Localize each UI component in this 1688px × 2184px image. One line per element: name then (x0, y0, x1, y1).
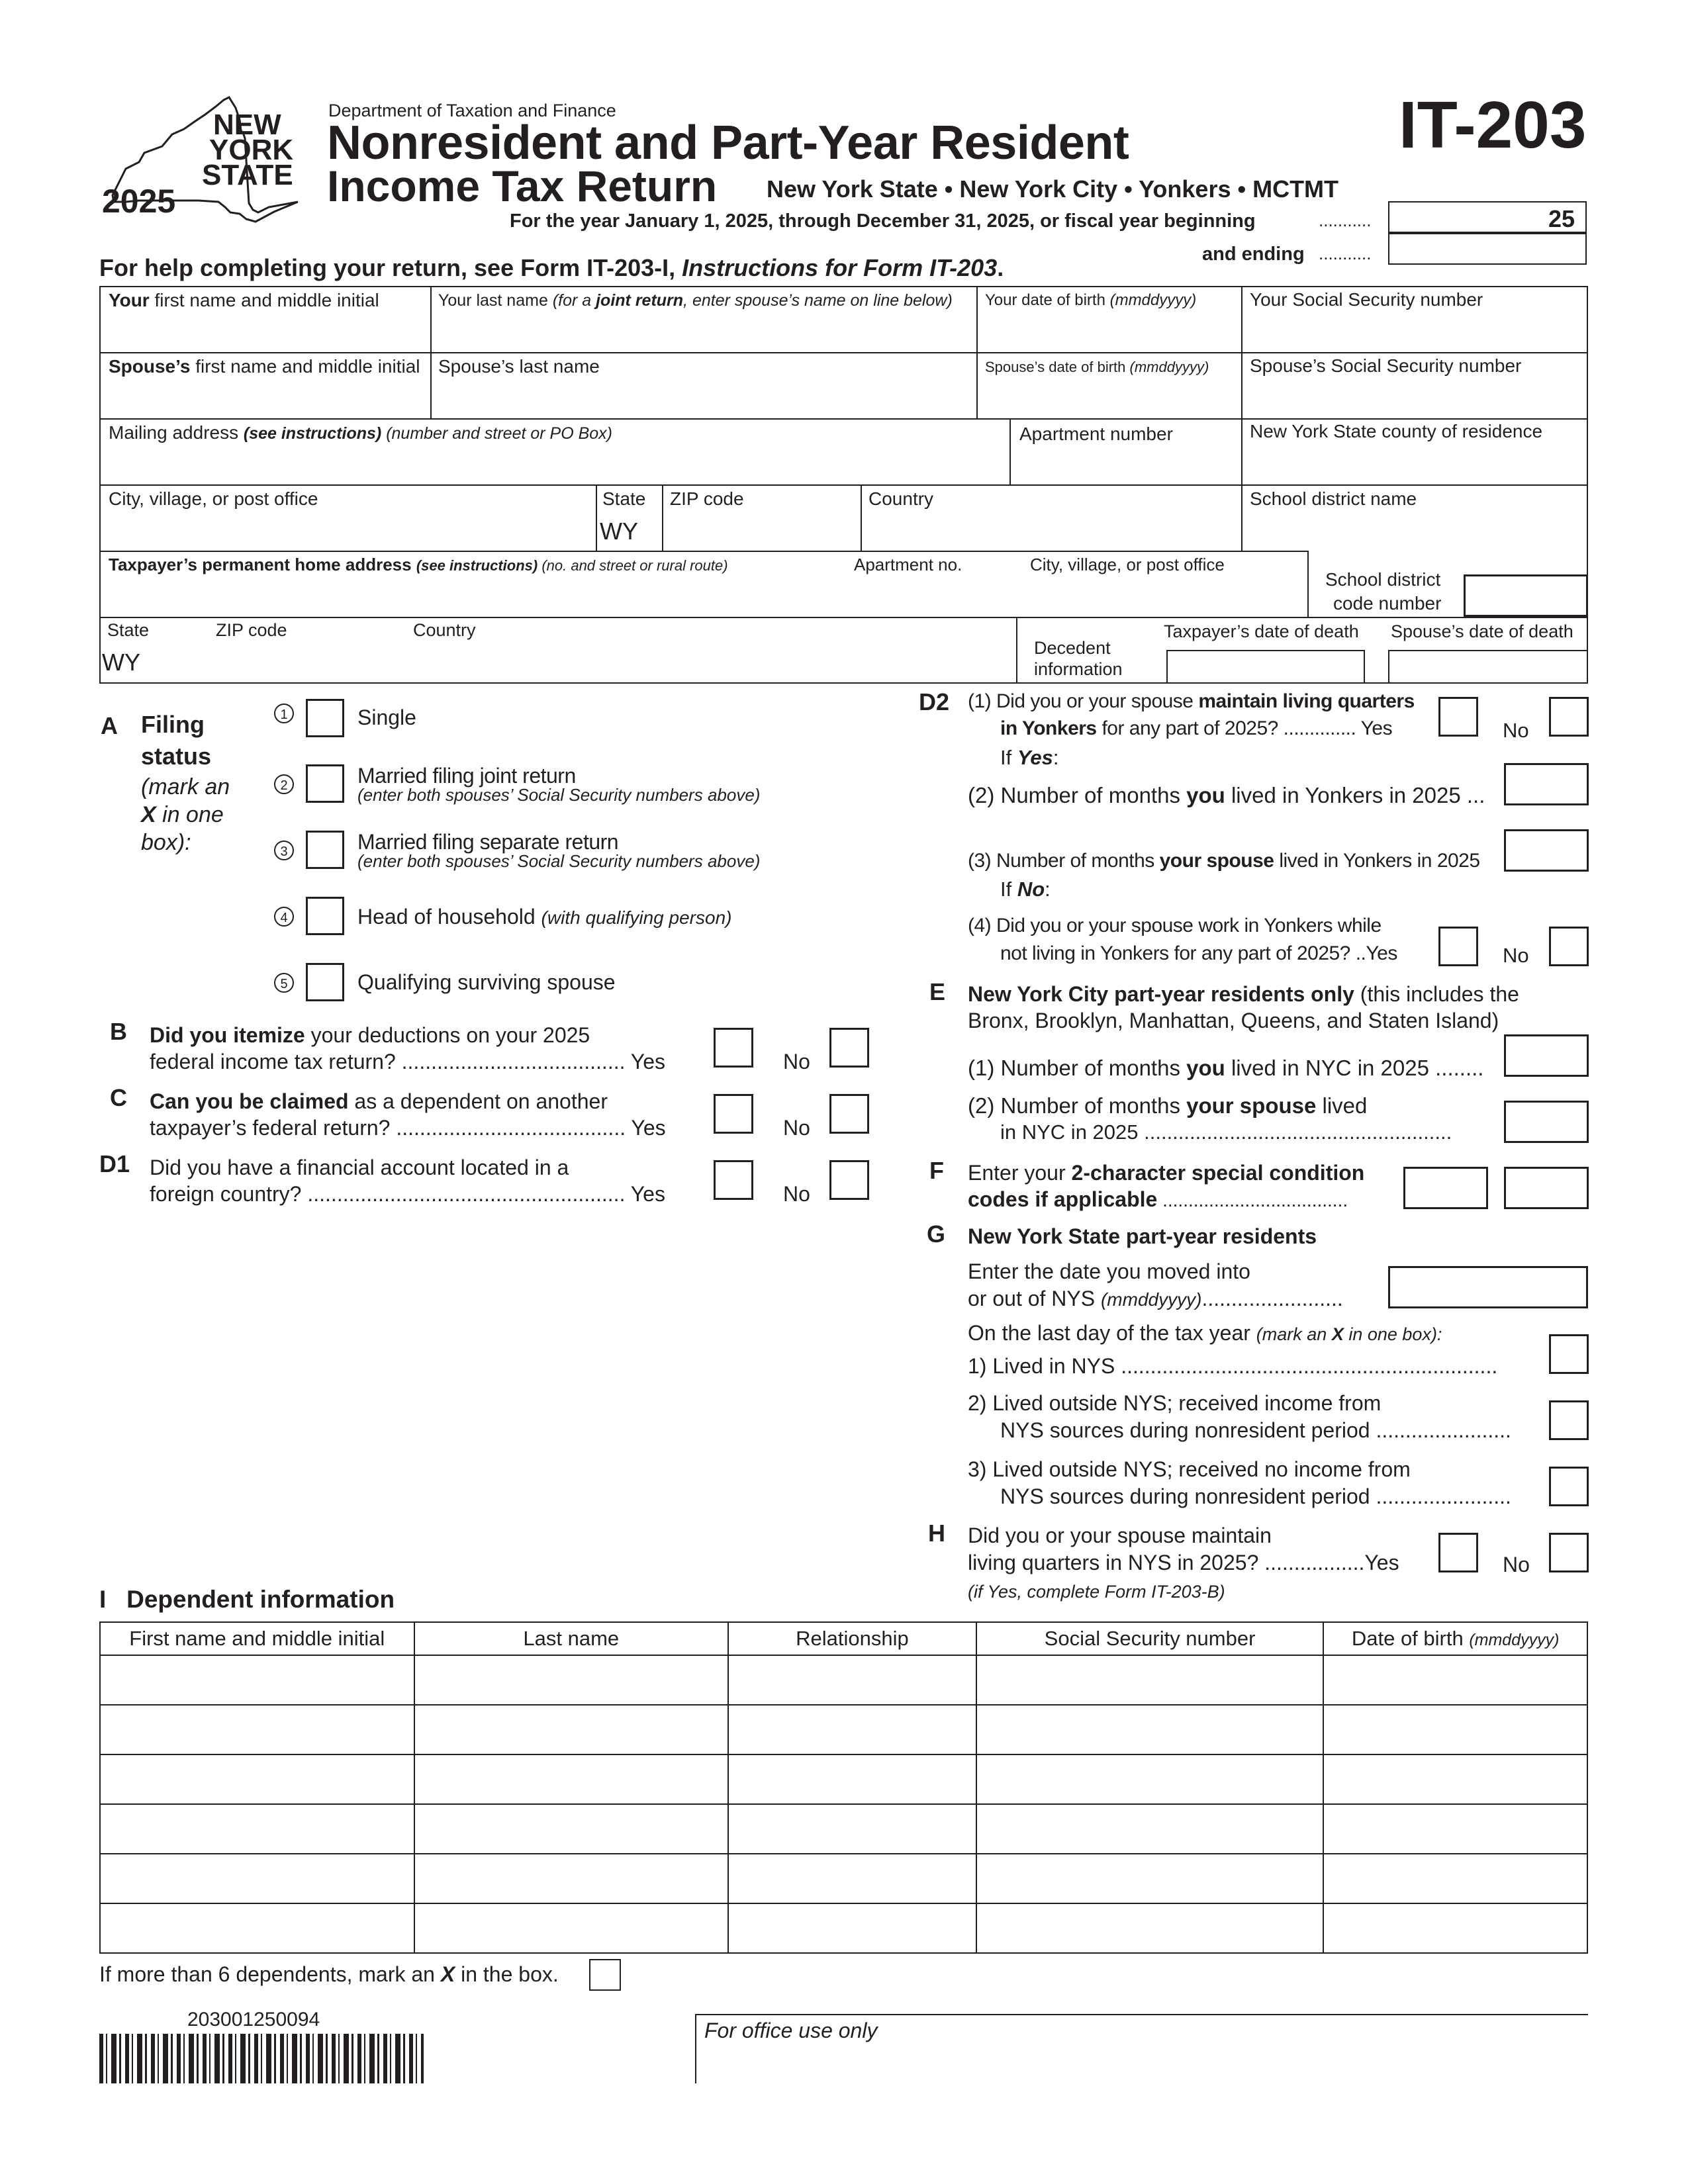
d2-q3: (3) Number of months your spouse lived in Yonkers in 2025 (968, 850, 1480, 872)
county-label: New York State county of residence (1250, 421, 1543, 441)
filing-status-note-3: box): (141, 830, 191, 855)
foreign-account-no-label: No (783, 1182, 810, 1206)
logo-new: NEW (213, 109, 281, 141)
special-condition-code-1[interactable] (1403, 1167, 1488, 1209)
table-row (100, 1655, 1587, 1705)
spouse-first-name-field[interactable] (101, 377, 429, 417)
table-row (100, 1804, 1587, 1854)
form-title-line1: Nonresident and Part-Year Resident (327, 116, 1129, 169)
form-number: IT-203 (1399, 88, 1587, 162)
nys-logo (99, 96, 305, 225)
nys-move-date-field[interactable] (1388, 1266, 1588, 1308)
section-a-letter: A (101, 712, 118, 739)
dep-cell[interactable] (100, 1705, 414, 1754)
g-opt3-line2: NYS sources during nonresident period ....................... (1000, 1484, 1511, 1508)
department-name: Department of Taxation and Finance (328, 101, 616, 120)
married-separate-note: (enter both spouses’ Social Security numbers above) (357, 851, 761, 871)
permanent-address-field[interactable] (101, 577, 829, 615)
table-row (100, 1754, 1587, 1804)
section-b-line2: federal income tax return? ...................................... Yes (150, 1050, 665, 1073)
g-opt2-line1: 2) Lived outside NYS; received income from (968, 1391, 1382, 1415)
option-3-number: 3 (274, 841, 294, 860)
help-line: For help completing your return, see Form IT-203-I, Instructions for Form IT-203. (99, 254, 1004, 281)
nys-quarters-no-label: No (1503, 1553, 1530, 1576)
married-joint-label: Married filing joint return (357, 764, 576, 788)
fiscal-year-value: 25 (1548, 205, 1575, 232)
married-joint-note: (enter both spouses’ Social Security numbers above) (357, 785, 761, 805)
special-condition-code-2[interactable] (1504, 1167, 1589, 1209)
dependent-no-checkbox[interactable] (829, 1094, 869, 1134)
taxpayer-death-field[interactable] (1166, 650, 1365, 684)
dependent-no-label: No (783, 1116, 810, 1140)
d2-q4-line2: not living in Yonkers for any part of 2025? ..Yes (1000, 942, 1397, 964)
spouse-ssn-label: Spouse’s Social Security number (1250, 355, 1522, 376)
year-line: For the year January 1, 2025, through December 31, 2025, or fiscal year beginning (510, 210, 1256, 232)
itemize-yes-checkbox[interactable] (714, 1028, 753, 1068)
table-row (100, 1903, 1587, 1953)
dependent-yes-checkbox[interactable] (714, 1094, 753, 1134)
dep-cell[interactable] (976, 1903, 1324, 1953)
and-ending-label: and ending (1202, 244, 1305, 265)
spouse-ssn-field[interactable] (1243, 377, 1587, 417)
form-title-line2: Income Tax Return (327, 161, 718, 210)
filing-status-note-1: (mark an (141, 774, 230, 799)
table-row (100, 1705, 1587, 1754)
e-q1: (1) Number of months you lived in NYC in 2025 ........ (968, 1056, 1484, 1080)
section-h-letter: H (928, 1520, 945, 1547)
spouse-dob-field[interactable] (978, 377, 1240, 417)
yonkers-work-yes-checkbox[interactable] (1438, 927, 1478, 966)
taxpayer-death-label: Taxpayer’s date of death (1164, 621, 1359, 641)
table-row (100, 1854, 1587, 1903)
single-checkbox[interactable] (306, 699, 344, 737)
yonkers-quarters-no-checkbox[interactable] (1549, 697, 1589, 737)
section-c-line2: taxpayer’s federal return? ....................................... Yes (150, 1116, 666, 1140)
dep-cell[interactable] (1323, 1754, 1587, 1804)
col-ssn: Social Security number (976, 1622, 1324, 1655)
e-q2-line2: in NYC in 2025 ...................................................... (1000, 1120, 1452, 1144)
fiscal-year-beginning-field[interactable] (1388, 201, 1587, 233)
spouse-last-name-label: Spouse’s last name (438, 356, 600, 377)
school-code-label-1: School district (1325, 569, 1441, 590)
dep-cell[interactable] (976, 1705, 1324, 1754)
itemize-no-label: No (783, 1050, 810, 1073)
itemize-no-checkbox[interactable] (829, 1028, 869, 1068)
county-field[interactable] (1243, 443, 1587, 483)
and-ending-dots: ........... (1319, 244, 1372, 263)
yonkers-months-you-field[interactable] (1504, 763, 1589, 805)
section-b-letter: B (110, 1018, 127, 1045)
option-4-number: 4 (274, 907, 294, 927)
your-ssn-field[interactable] (1243, 311, 1587, 351)
g-opt2-line2: NYS sources during nonresident period ....................... (1000, 1418, 1511, 1442)
f-line2: codes if applicable .................................... (968, 1187, 1348, 1211)
dep-cell[interactable] (728, 1754, 976, 1804)
dep-cell[interactable] (728, 1655, 976, 1705)
your-ssn-label: Your Social Security number (1250, 289, 1483, 310)
d2-q1-line1: (1) Did you or your spouse maintain living quarters (968, 690, 1415, 712)
your-last-name-field[interactable] (432, 311, 975, 351)
filing-status-title-1: Filing (141, 711, 205, 738)
dep-cell[interactable] (728, 1854, 976, 1903)
section-d1-line2: foreign country? ...................................................... Yes (150, 1182, 665, 1206)
lived-in-nys-checkbox[interactable] (1549, 1334, 1589, 1374)
dep-cell[interactable] (1323, 1854, 1587, 1903)
dep-cell[interactable] (728, 1903, 976, 1953)
option-2-number: 2 (274, 774, 294, 794)
qualifying-surviving-spouse-label: Qualifying surviving spouse (357, 970, 616, 994)
your-last-name-label: Your last name (for a joint return, enter spouse’s name on line below) (438, 291, 953, 310)
yonkers-quarters-yes-checkbox[interactable] (1438, 697, 1478, 737)
apartment-number-field[interactable] (1011, 443, 1240, 483)
your-first-name-label: Your first name and middle initial (109, 290, 379, 310)
g-opt3-line1: 3) Lived outside NYS; received no income from (968, 1457, 1411, 1481)
option-1-number: 1 (274, 704, 294, 723)
dep-cell[interactable] (100, 1804, 414, 1854)
dep-cell[interactable] (1323, 1804, 1587, 1854)
permanent-address-label: Taxpayer’s permanent home address (see instructions) (no. and street or rural route) (109, 555, 728, 574)
dep-cell[interactable] (100, 1655, 414, 1705)
logo-york: YORK (209, 134, 294, 166)
g-last-day: On the last day of the tax year (mark an X in one box): (968, 1321, 1442, 1345)
single-label: Single (357, 705, 416, 729)
col-first-name: First name and middle initial (100, 1622, 414, 1655)
qualifying-surviving-spouse-checkbox[interactable] (306, 963, 344, 1001)
state-field[interactable]: WY (600, 518, 638, 545)
section-e-title: New York City part-year residents only (this includes the (968, 982, 1519, 1006)
decedent-label-1: Decedent (1034, 638, 1111, 658)
outside-nys-income-checkbox[interactable] (1549, 1400, 1589, 1440)
g-opt1: 1) Lived in NYS ................................................................ (968, 1354, 1498, 1378)
d2-if-no: If No: (1000, 878, 1051, 901)
e-q2-line1: (2) Number of months your spouse lived (968, 1093, 1368, 1118)
col-relationship: Relationship (728, 1622, 976, 1655)
country-field[interactable] (862, 510, 1240, 549)
nyc-months-you-field[interactable] (1504, 1034, 1589, 1077)
married-joint-checkbox[interactable] (306, 764, 344, 803)
logo-state: STATE (202, 159, 293, 191)
school-district-label: School district name (1250, 488, 1417, 509)
dependents-title: I Dependent information (99, 1586, 395, 1613)
dep-cell[interactable] (728, 1705, 976, 1754)
section-b-line1: Did you itemize your deductions on your 2025 (150, 1023, 590, 1047)
dep-cell[interactable] (1323, 1903, 1587, 1953)
foreign-account-yes-checkbox[interactable] (714, 1160, 753, 1200)
mailing-address-field[interactable] (101, 443, 1008, 483)
section-c-letter: C (110, 1084, 127, 1111)
dep-cell[interactable] (728, 1804, 976, 1854)
spouse-dob-label: Spouse’s date of birth (mmddyyyy) (985, 359, 1209, 375)
school-code-label-2: code number (1333, 593, 1442, 614)
more-dependents-label: If more than 6 dependents, mark an X in the box. (99, 1962, 559, 1986)
g-date-line1: Enter the date you moved into (968, 1259, 1250, 1283)
dep-cell[interactable] (1323, 1655, 1587, 1705)
fiscal-year-ending-field[interactable] (1388, 233, 1587, 265)
d2-if-yes: If Yes: (1000, 746, 1059, 769)
dep-cell[interactable] (414, 1903, 729, 1953)
your-dob-field[interactable] (978, 311, 1240, 351)
spouse-last-name-field[interactable] (432, 377, 975, 417)
h-line1: Did you or your spouse maintain (968, 1524, 1272, 1547)
d2-q2: (2) Number of months you lived in Yonkers in 2025 ... (968, 783, 1485, 807)
yonkers-quarters-no-label: No (1503, 719, 1529, 742)
nys-quarters-no-checkbox[interactable] (1549, 1533, 1589, 1572)
city-field[interactable] (101, 510, 594, 549)
yonkers-months-spouse-field[interactable] (1504, 829, 1589, 872)
section-c-line1: Can you be claimed as a dependent on another (150, 1089, 608, 1113)
dep-cell[interactable] (100, 1903, 414, 1953)
section-d1-line1: Did you have a financial account located in a (150, 1156, 569, 1179)
state-label: State (602, 488, 646, 509)
spouse-death-label: Spouse’s date of death (1391, 621, 1573, 641)
h-note: (if Yes, complete Form IT-203-B) (968, 1582, 1225, 1602)
nys-quarters-yes-checkbox[interactable] (1438, 1533, 1478, 1572)
section-e-letter: E (929, 978, 946, 1005)
dep-cell[interactable] (100, 1754, 414, 1804)
country-label: Country (868, 488, 934, 509)
option-5-number: 5 (274, 973, 294, 993)
perm-zip-label: ZIP code (216, 620, 287, 640)
dependents-table (99, 1621, 1588, 1954)
perm-country-label: Country (413, 620, 476, 640)
office-use-label: For office use only (704, 2019, 878, 2042)
dep-cell[interactable] (1323, 1705, 1587, 1754)
your-dob-label: Your date of birth (mmddyyyy) (985, 291, 1197, 309)
head-of-household-label: Head of household (with qualifying person) (357, 905, 732, 929)
spouse-first-name-label: Spouse’s first name and middle initial (109, 356, 420, 377)
yonkers-work-no-label: No (1503, 944, 1529, 967)
mailing-address-label: Mailing address (see instructions) (number and street or PO Box) (109, 422, 613, 443)
dependents-header-row (100, 1622, 1587, 1655)
col-last-name: Last name (414, 1622, 729, 1655)
d2-q4-line1: (4) Did you or your spouse work in Yonkers while (968, 915, 1382, 936)
outside-nys-no-income-checkbox[interactable] (1549, 1467, 1589, 1506)
f-line1: Enter your 2-character special condition (968, 1161, 1365, 1185)
dep-cell[interactable] (414, 1655, 729, 1705)
section-e-line2: Bronx, Brooklyn, Manhattan, Queens, and Staten Island) (968, 1009, 1499, 1032)
dep-cell[interactable] (100, 1854, 414, 1903)
dep-cell[interactable] (414, 1854, 729, 1903)
perm-state-field[interactable]: WY (102, 649, 140, 676)
filing-status-note-2: X in one (141, 802, 224, 827)
foreign-account-no-checkbox[interactable] (829, 1160, 869, 1200)
dep-cell[interactable] (976, 1804, 1324, 1854)
perm-state-label: State (107, 620, 150, 640)
section-f-letter: F (929, 1157, 944, 1184)
decedent-label-2: information (1034, 659, 1123, 679)
dep-cell[interactable] (414, 1705, 729, 1754)
logo-year: 2025 (102, 183, 176, 220)
dep-cell[interactable] (976, 1754, 1324, 1804)
perm-city-label: City, village, or post office (1030, 555, 1225, 574)
year-line-dots: ........... (1319, 210, 1372, 230)
zip-label: ZIP code (670, 488, 744, 509)
married-separate-label: Married filing separate return (357, 830, 619, 854)
g-title: New York State part-year residents (968, 1224, 1317, 1248)
dep-cell[interactable] (976, 1655, 1324, 1705)
yonkers-work-no-checkbox[interactable] (1549, 927, 1589, 966)
perm-apartment-label: Apartment no. (854, 555, 962, 574)
section-d1-letter: D1 (99, 1150, 130, 1177)
dep-cell[interactable] (976, 1854, 1324, 1903)
more-dependents-checkbox[interactable] (589, 1959, 621, 1991)
d2-q1-line2: in Yonkers for any part of 2025? .............. Yes (1000, 717, 1393, 739)
nyc-months-spouse-field[interactable] (1504, 1101, 1589, 1143)
head-of-household-checkbox[interactable] (306, 897, 344, 935)
barcode (99, 2034, 424, 2083)
barcode-number: 203001250094 (187, 2009, 320, 2030)
col-dob: Date of birth (mmddyyyy) (1323, 1622, 1587, 1655)
school-code-field[interactable] (1464, 574, 1588, 617)
zip-field[interactable] (663, 510, 859, 549)
dep-cell[interactable] (414, 1804, 729, 1854)
section-d2-letter: D2 (919, 688, 950, 715)
dep-cell[interactable] (414, 1754, 729, 1804)
filing-status-title-2: status (141, 743, 212, 770)
section-g-letter: G (927, 1220, 946, 1248)
g-date-line2: or out of NYS (mmddyyyy)........................ (968, 1287, 1343, 1310)
apartment-number-label: Apartment number (1019, 424, 1173, 444)
your-first-name-field[interactable] (101, 311, 429, 351)
h-line2: living quarters in NYS in 2025? .................Yes (968, 1551, 1399, 1574)
married-separate-checkbox[interactable] (306, 831, 344, 869)
jurisdictions: New York State • New York City • Yonkers • MCTMT (767, 175, 1339, 203)
spouse-death-field[interactable] (1388, 650, 1588, 684)
city-label: City, village, or post office (109, 488, 318, 509)
school-district-field[interactable] (1243, 510, 1587, 549)
